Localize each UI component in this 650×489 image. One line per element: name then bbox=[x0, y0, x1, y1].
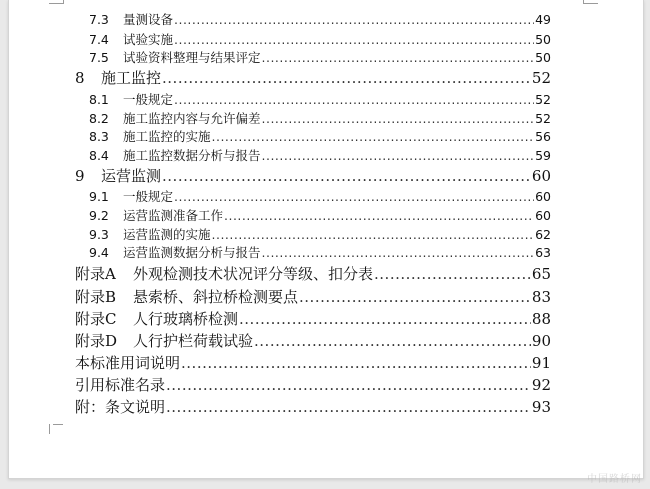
toc-entry-page: 52 bbox=[535, 111, 551, 126]
toc-dot-leader bbox=[299, 288, 531, 306]
toc-dot-leader bbox=[162, 167, 531, 185]
toc-dot-leader bbox=[262, 148, 535, 163]
toc-entry-page: 60 bbox=[531, 167, 551, 185]
table-of-contents bbox=[9, 0, 643, 478]
toc-entry-number: 7.3 bbox=[89, 12, 109, 27]
toc-dot-leader bbox=[174, 32, 534, 47]
toc-entry-number: 7.5 bbox=[89, 50, 109, 65]
toc-entry[interactable] bbox=[89, 127, 551, 145]
toc-entry[interactable] bbox=[89, 48, 551, 66]
toc-entry-title: 人行玻璃桥检测 bbox=[133, 310, 239, 328]
toc-entry-page: 52 bbox=[531, 69, 551, 87]
toc-dot-leader bbox=[174, 92, 534, 107]
toc-entry-number: 8 bbox=[75, 69, 85, 87]
toc-entry-number: 9.3 bbox=[89, 227, 109, 242]
toc-entry-number: 9.4 bbox=[89, 245, 109, 260]
toc-entry-title: 量测设备 bbox=[123, 12, 174, 27]
toc-entry-page: 49 bbox=[535, 12, 551, 27]
toc-entry-page: 62 bbox=[535, 227, 551, 242]
toc-entry-page: 90 bbox=[531, 332, 551, 350]
toc-dot-leader bbox=[212, 227, 535, 242]
toc-entry[interactable] bbox=[89, 206, 551, 224]
toc-appendix-entry[interactable] bbox=[75, 308, 551, 329]
toc-entry-number: 附录B bbox=[75, 288, 117, 306]
toc-entry-number: 9.1 bbox=[89, 189, 109, 204]
toc-entry-number: 8.1 bbox=[89, 92, 109, 107]
watermark-text: 中国路桥网 bbox=[587, 474, 642, 485]
toc-entry-title: 运营监测准备工作 bbox=[123, 208, 224, 223]
toc-dot-leader bbox=[262, 245, 535, 260]
toc-backmatter-entry[interactable] bbox=[75, 352, 551, 373]
toc-dot-leader bbox=[262, 50, 535, 65]
toc-entry-number: 9 bbox=[75, 167, 85, 185]
toc-entry-page: 50 bbox=[535, 32, 551, 47]
toc-entry-title: 人行护栏荷载试验 bbox=[133, 332, 254, 350]
toc-entry-title: 运营监测的实施 bbox=[123, 227, 211, 242]
toc-entry-number: 9.2 bbox=[89, 208, 109, 223]
toc-chapter-entry[interactable] bbox=[75, 67, 551, 88]
toc-entry-page: 88 bbox=[531, 310, 551, 328]
toc-entry-title: 施工监控 bbox=[101, 69, 162, 87]
toc-entry-title: 一般规定 bbox=[123, 189, 174, 204]
toc-entry-title: 运营监测数据分析与报告 bbox=[123, 245, 261, 260]
toc-entry-page: 59 bbox=[535, 148, 551, 163]
toc-entry[interactable] bbox=[89, 10, 551, 28]
toc-entry-page: 83 bbox=[531, 288, 551, 306]
toc-entry-number: 8.3 bbox=[89, 129, 109, 144]
toc-entry-title: 引用标准名录 bbox=[75, 376, 166, 394]
toc-entry[interactable] bbox=[89, 146, 551, 164]
toc-entry-title: 施工监控数据分析与报告 bbox=[123, 148, 261, 163]
toc-appendix-entry[interactable] bbox=[75, 330, 551, 351]
toc-entry-title: 施工监控的实施 bbox=[123, 129, 211, 144]
toc-entry-number: 附录C bbox=[75, 310, 117, 328]
toc-entry[interactable] bbox=[89, 30, 551, 48]
toc-entry-number: 附录A bbox=[75, 265, 116, 283]
toc-entry-page: 60 bbox=[535, 208, 551, 223]
toc-entry-number: 附录D bbox=[75, 332, 118, 350]
toc-entry-title: 附：条文说明 bbox=[75, 398, 166, 416]
toc-entry[interactable] bbox=[89, 243, 551, 261]
toc-entry-number: 7.4 bbox=[89, 32, 109, 47]
toc-entry-title: 本标准用词说明 bbox=[75, 354, 181, 372]
toc-appendix-entry[interactable] bbox=[75, 263, 551, 284]
toc-entry-page: 91 bbox=[531, 354, 551, 372]
toc-dot-leader bbox=[174, 189, 534, 204]
toc-entry-page: 65 bbox=[531, 265, 551, 283]
toc-entry-title: 施工监控内容与允许偏差 bbox=[123, 111, 261, 126]
toc-entry-title: 外观检测技术状况评分等级、扣分表 bbox=[133, 265, 374, 283]
toc-entry-title: 悬索桥、斜拉桥检测要点 bbox=[133, 288, 299, 306]
toc-entry-page: 63 bbox=[535, 245, 551, 260]
toc-entry-title: 试验实施 bbox=[123, 32, 174, 47]
toc-dot-leader bbox=[174, 12, 534, 27]
toc-entry-title: 试验资料整理与结果评定 bbox=[123, 50, 261, 65]
toc-entry[interactable] bbox=[89, 225, 551, 243]
toc-entry-page: 56 bbox=[535, 129, 551, 144]
toc-dot-leader bbox=[166, 376, 531, 394]
toc-entry-title: 运营监测 bbox=[101, 167, 162, 185]
toc-entry[interactable] bbox=[89, 90, 551, 108]
toc-entry-title: 一般规定 bbox=[123, 92, 174, 107]
toc-entry-page: 92 bbox=[531, 376, 551, 394]
toc-appendix-entry[interactable] bbox=[75, 286, 551, 307]
toc-dot-leader bbox=[166, 398, 531, 416]
toc-entry-number: 8.4 bbox=[89, 148, 109, 163]
toc-backmatter-entry[interactable] bbox=[75, 396, 551, 417]
toc-backmatter-entry[interactable] bbox=[75, 374, 551, 395]
toc-entry[interactable] bbox=[89, 109, 551, 127]
toc-entry-page: 50 bbox=[535, 50, 551, 65]
toc-dot-leader bbox=[374, 265, 531, 283]
toc-dot-leader bbox=[162, 69, 531, 87]
toc-chapter-entry[interactable] bbox=[75, 165, 551, 186]
toc-entry[interactable] bbox=[89, 187, 551, 205]
toc-dot-leader bbox=[239, 310, 531, 328]
toc-dot-leader bbox=[262, 111, 535, 126]
toc-entry-number: 8.2 bbox=[89, 111, 109, 126]
toc-dot-leader bbox=[254, 332, 531, 350]
toc-entry-page: 52 bbox=[535, 92, 551, 107]
toc-dot-leader bbox=[212, 129, 535, 144]
toc-entry-page: 93 bbox=[531, 398, 551, 416]
toc-dot-leader bbox=[181, 354, 531, 372]
toc-entry-page: 60 bbox=[535, 189, 551, 204]
document-page bbox=[8, 0, 644, 479]
toc-dot-leader bbox=[224, 208, 534, 223]
